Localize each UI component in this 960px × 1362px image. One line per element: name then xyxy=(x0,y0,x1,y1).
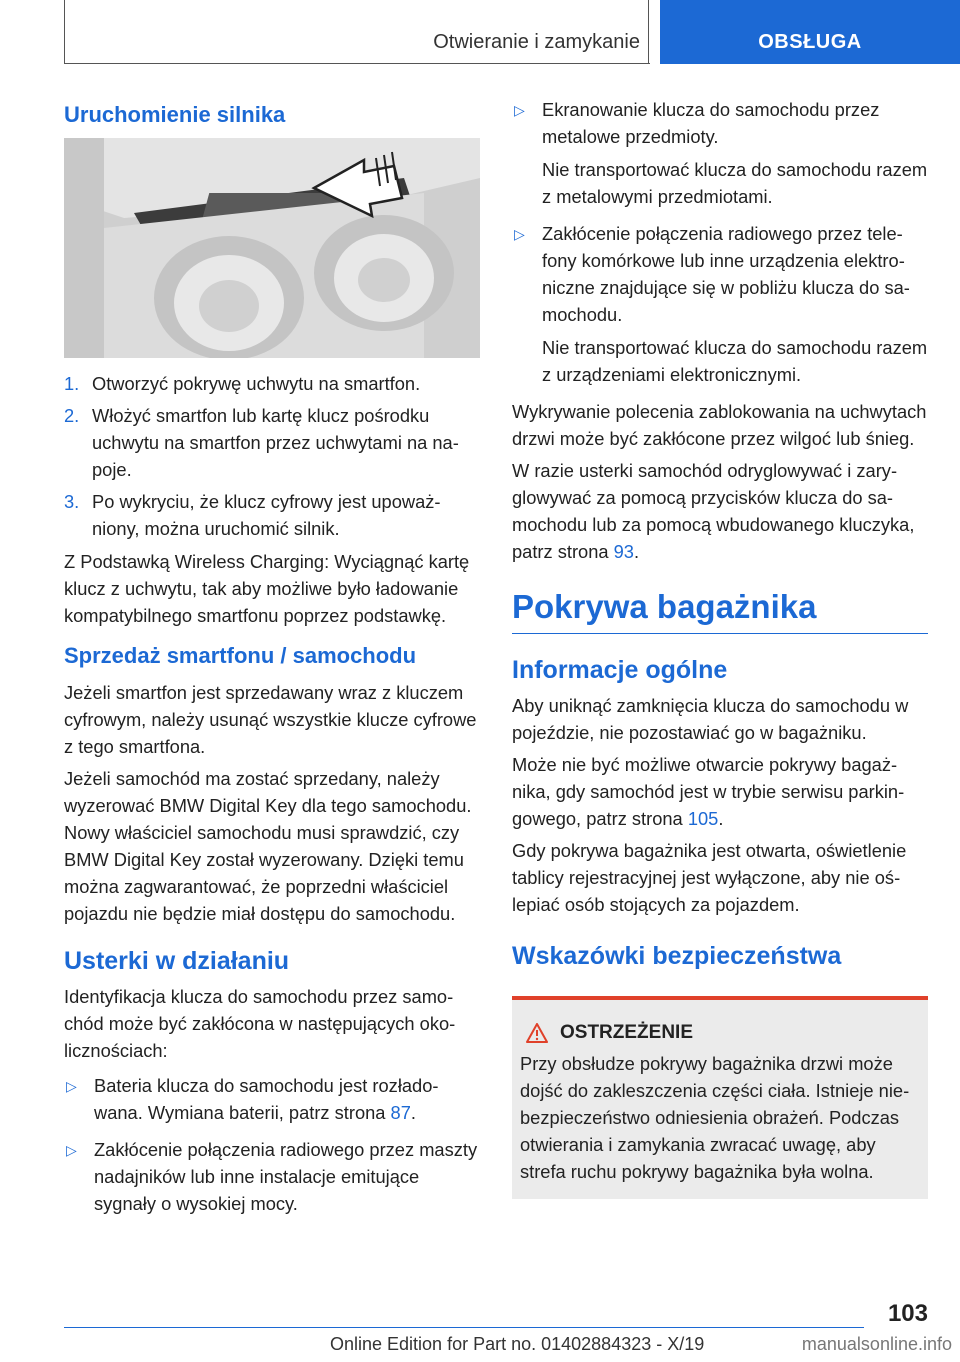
heading-trunk-lid: Pokrywa bagażnika xyxy=(512,585,928,634)
page-link-105[interactable]: 105 xyxy=(687,808,719,829)
heading-general-info: Informacje ogólne xyxy=(512,656,728,684)
paragraph-faults-intro: Identyfikacja klucza do samochodu przez samochód może być zakłócona w następujących okolicznościach: xyxy=(64,986,456,1061)
list-item xyxy=(64,1072,480,1126)
step-number: 1. xyxy=(64,373,80,394)
paragraph-end: . xyxy=(633,541,640,562)
heading-engine-start: Uruchomienie silnika xyxy=(64,102,286,127)
bullet-text: Zakłócenie połączenia radiowego przez maszty nadajników lub inne instalacje emitujące sygnały o wysokiej mocy. xyxy=(94,1139,478,1214)
warning-text: Przy obsłudze pokrywy bagażnika drzwi może dojść do zakleszczenia części ciała. Istnieje niebezpieczeństwo odniesienia obrażeń. Podczas otwierania i zamykania zwracać uwagę, aby strefa ruchu pokrywy bagażnika była wolna. xyxy=(520,1053,910,1182)
triangle-bullet-icon: ▷ xyxy=(514,226,525,242)
triangle-bullet-icon: ▷ xyxy=(66,1078,77,1094)
header-chapter-tab[interactable]: OBSŁUGA xyxy=(660,0,960,64)
warning-title: OSTRZEŻENIE xyxy=(560,1022,694,1043)
step-text: Otworzyć pokrywę uchwytu na smartfon. xyxy=(92,373,421,394)
footer-watermark: manualsonline.info xyxy=(801,1334,952,1354)
warning-header xyxy=(520,1022,920,1044)
paragraph-general-1: Aby uniknąć zamknięcia klucza do samochodu w pojeździe, nie pozostawiać go w bagażniku. xyxy=(512,695,909,743)
header-divider-mid xyxy=(648,0,649,64)
warning-triangle-icon xyxy=(526,1023,548,1043)
right-column xyxy=(512,96,928,1199)
footer-edition: Online Edition for Part no. 01402884323 - X/19 xyxy=(330,1334,705,1354)
paragraph-wireless-charging: Z Podstawką Wireless Charging: Wyciągnąć kartę klucz z uchwytu, tak aby możliwe było ładowanie kompatybilnego smartfonu poprzez podstawkę. xyxy=(64,551,470,626)
triangle-bullet-icon: ▷ xyxy=(514,102,525,118)
bullet-text: Zakłócenie połączenia radiowego przez telefony komórkowe lub inne urządzenia elektroniczne znajdujące się w pobliżu klucza do samochodu. xyxy=(542,223,910,325)
page-link-93[interactable]: 93 xyxy=(613,541,634,562)
triangle-bullet-icon: ▷ xyxy=(66,1142,77,1158)
phone-holder-image xyxy=(64,138,480,358)
paragraph-fault-unlock xyxy=(512,457,928,565)
list-item xyxy=(64,402,480,483)
bullet-subtext: Nie transportować klucza do samochodu razem z urządzeniami elektronicznymi. xyxy=(542,337,928,385)
list-item xyxy=(512,96,928,210)
paragraph-sale-phone: Jeżeli smartfon jest sprzedawany wraz z kluczem cyfrowym, należy usunąć wszystkie klucze cyfrowe z tego smartfona. xyxy=(64,682,477,757)
header-divider-left xyxy=(64,0,65,64)
header-section-title: Otwieranie i zamykanie xyxy=(433,31,640,53)
bullet-subtext: Nie transportować klucza do samochodu razem z metalowymi przedmiotami. xyxy=(542,159,928,207)
list-item xyxy=(64,488,480,542)
bullet-text: Ekranowanie klucza do samochodu przez metalowe przedmioty. xyxy=(542,99,880,147)
step-number: 2. xyxy=(64,405,80,426)
paragraph-text: W razie usterki samochód odryglowywać i zaryglowywać za pomocą przycisków klucza do samochodu lub za pomocą wbudowanego kluczyka, patrz strona xyxy=(512,460,915,562)
bullet-text: Bateria klucza do samochodu jest rozładowana. Wymiana baterii, patrz strona xyxy=(94,1075,439,1123)
paragraph-text: Może nie być możliwe otwarcie pokrywy bagażnika, gdy samochód jest w trybie serwisu parkingowego, patrz strona xyxy=(512,754,905,829)
list-item xyxy=(512,220,928,388)
heading-faults: Usterki w działaniu xyxy=(64,947,290,975)
phone-holder-illustration xyxy=(64,138,480,358)
start-steps-list xyxy=(64,370,480,542)
heading-safety: Wskazówki bezpieczeństwa xyxy=(512,942,842,970)
page-header xyxy=(0,0,960,64)
heading-sale: Sprzedaż smartfonu / samochodu xyxy=(64,643,417,668)
warning-box xyxy=(512,996,928,1199)
faults-list xyxy=(64,1072,480,1217)
footer-divider xyxy=(64,1327,864,1328)
step-text: Włożyć smartfon lub kartę klucz pośrodku uchwytu na smartfon przez uchwytami na napoje. xyxy=(92,405,459,480)
bullet-end: . xyxy=(410,1102,416,1123)
step-text: Po wykryciu, że klucz cyfrowy jest upoważniony, można uruchomić silnik. xyxy=(92,491,441,539)
page-number: 103 xyxy=(887,1300,928,1327)
page-link-87[interactable]: 87 xyxy=(390,1102,411,1123)
list-item xyxy=(64,370,480,397)
step-number: 3. xyxy=(64,491,80,512)
paragraph-general-2 xyxy=(512,751,928,832)
left-column xyxy=(64,96,480,1227)
paragraph-lock-detection: Wykrywanie polecenia zablokowania na uchwytach drzwi może być zakłócone przez wilgoć lub śnieg. xyxy=(512,401,927,449)
paragraph-general-3: Gdy pokrywa bagażnika jest otwarta, oświetlenie tablicy rejestracyjnej jest wyłączone, aby nie oślepiać osób stojących za pojazdem. xyxy=(512,840,907,915)
list-item xyxy=(64,1136,480,1217)
paragraph-sale-car: Jeżeli samochód ma zostać sprzedany, należy wyzerować BMW Digital Key dla tego samochodu. Nowy właściciel samochodu musi sprawdzić, czy BMW Digital Key został wyzerowany. Dzięki temu można zagwarantować, że poprzedni właściciel pojazdu nie będzie miał dostępu do samochodu. xyxy=(64,768,472,924)
paragraph-end: . xyxy=(718,808,724,829)
faults-list-continued xyxy=(512,96,928,388)
